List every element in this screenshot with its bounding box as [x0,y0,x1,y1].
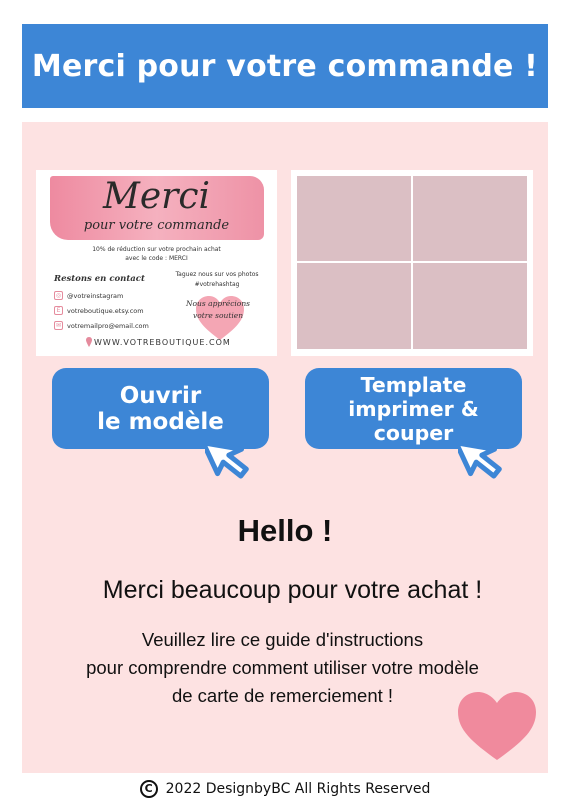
copyright-icon: C [140,780,158,798]
card-instagram-row [54,291,123,300]
hello-heading: Hello ! [237,513,333,548]
open-button-line2: le modèle [97,408,224,435]
footer-text: 2022 DesignbyBC All Rights Reserved [165,781,431,797]
cursor-arrow-icon [458,428,516,486]
card-appreciation-line1: Nous apprécions [185,299,251,308]
template-cell [297,263,411,349]
card-appreciation-line2: votre soutien [192,311,244,320]
guide-line3: de carte de remerciement ! [171,685,394,706]
card-email-row [54,321,149,330]
card-promo-line2: avec le code : MERCI [125,255,188,262]
card-etsy-row [54,306,144,315]
template-cell [413,263,527,349]
header-title: Merci pour votre commande ! [31,48,539,84]
card-tag-line1: Taguez nous sur vos photos [175,271,259,278]
card-subtitle: pour votre commande [83,218,230,233]
guide-line2: pour comprendre comment utiliser votre modèle [86,657,479,678]
card-instagram: @votreinstagram [67,291,124,300]
guide-line1: Veuillez lire ce guide d'instructions [141,629,424,650]
card-website: WWW.VOTREBOUTIQUE.COM [94,338,231,347]
card-tag-line2: #votrehashtag [194,281,240,288]
template-cell [297,176,411,261]
template-cell [413,176,527,261]
card-title: Merci [102,176,211,217]
mail-icon: ✉ [55,322,62,329]
cursor-arrow-icon [205,428,263,486]
card-etsy: votreboutique.etsy.com [67,306,144,315]
thanks-text: Merci beaucoup pour votre achat ! [102,576,483,604]
footer [0,780,570,798]
card-email: votremailpro@email.com [67,321,149,330]
open-button-line1: Ouvrir [119,382,202,409]
heart-icon [456,690,538,762]
page-header [22,24,548,108]
card-preview [36,170,277,356]
etsy-icon: E [54,306,63,315]
template-button-line2: imprimer & couper [348,396,479,445]
card-promo-line1: 10% de réduction sur votre prochain achat [92,246,221,253]
card-appreciation [174,298,262,322]
instagram-icon: ◎ [55,292,62,299]
location-pin-icon [86,337,92,347]
template-button-line1: Template [360,372,467,397]
print-template-preview [291,170,533,356]
card-contact-title: Restons en contact [54,274,145,284]
